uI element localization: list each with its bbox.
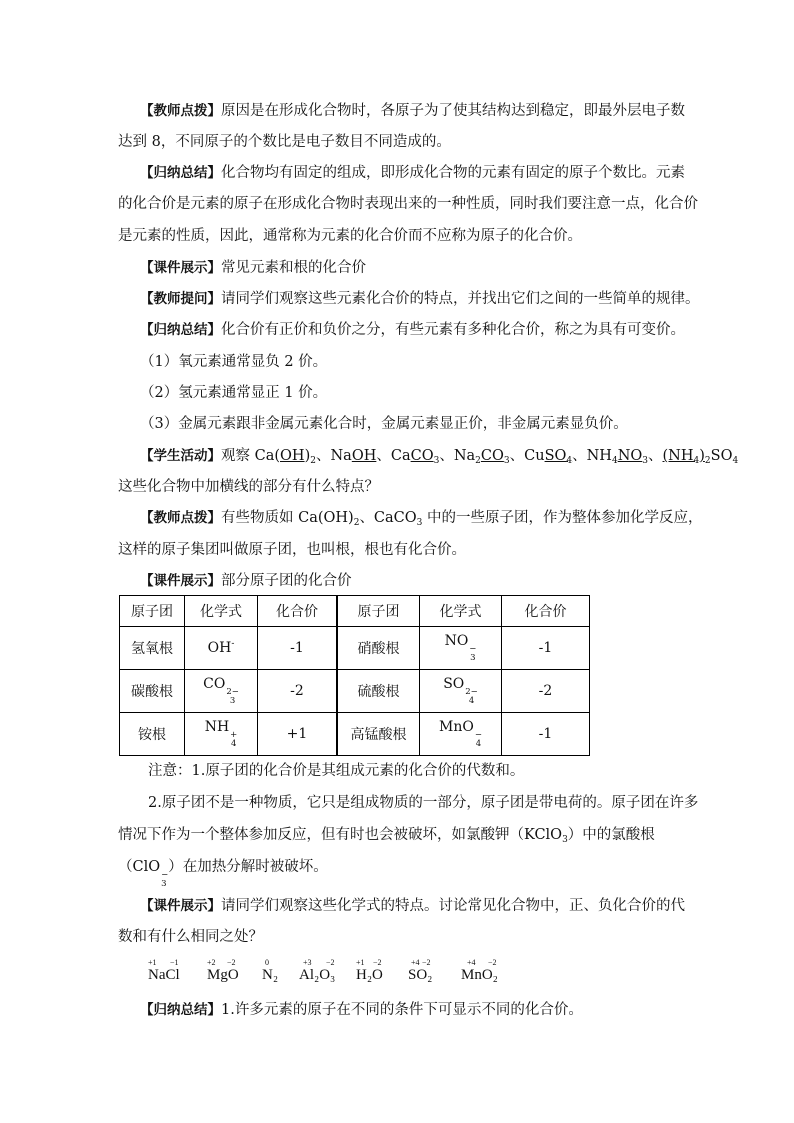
section-tag: 【课件展示】 [140,898,221,914]
list-item: （3）金属元素跟非金属元素化合时，金属元素显正价，非金属元素显负价。 [140,416,628,432]
paragraph-teacher-hint-1 [140,101,696,121]
paragraph-text: 中的一些原子团，作为整体参加化学反应， [422,510,703,526]
valence-mark: −2 [422,958,431,967]
paragraph-line: 是元素的性质，因此，通常称为元素的化合价而不应称为原子的化合价。 [118,228,582,244]
section-tag: 【归纳总结】 [140,165,221,181]
radical-formula: NH + 4 [185,713,258,756]
paragraph-teacher-hint-2: 【教师点拨】有些物质如 $Ca(OH)_2$、CaCO$_3$ 中的一些原子团，作为整体参加化学反应， [140,510,703,528]
section-tag: 【教师点拨】 [140,103,221,119]
radical-formula: CO 2− 3 [185,670,258,713]
paragraph-line: 数和有什么相同之处？ [118,929,263,945]
section-tag: 【课件展示】 [140,260,221,276]
paragraph-text: 1.许多元素的原子在不同的条件下可显示不同的化合价。 [221,1002,583,1018]
note-line-4: （ClO − 3 ）在加热分解时被破坏。 [118,859,328,889]
formula-text: MgO [207,967,239,983]
paragraph-courseware-3 [140,896,696,916]
list-item: （2）氢元素通常显正 1 价。 [140,385,328,401]
paragraph-text: 请同学们观察这些化学式的特点。讨论常见化合物中，正、负化合价的代 [221,898,685,914]
radical-valence: -1 [258,627,338,670]
radical-valence-table [119,595,590,756]
valence-mark: +3 [303,958,312,967]
paragraph-text: 观察 [221,448,250,464]
paragraph-line: 达到 8，不同原子的个数比是电子数目不同造成的。 [118,134,451,150]
paragraph-text: 常见元素和根的化合价 [221,260,366,276]
radical-name: 硫酸根 [337,670,420,713]
paragraph-student-activity [140,446,739,466]
radical-formula: MnO − 4 [420,713,502,756]
paragraph-text: 部分原子团的化合价 [221,573,352,589]
section-tag: 【归纳总结】 [140,1002,221,1018]
valence-mark: +4 [467,958,476,967]
table-row [120,670,590,713]
radical-formula: OH- [185,627,258,670]
valence-mark: +1 [356,958,365,967]
radical-valence: +1 [258,713,338,756]
valence-mark: −1 [170,958,179,967]
valence-mark: +2 [207,958,216,967]
table-header: 化合价 [502,596,590,627]
formula-text: H₂O [356,967,383,983]
paragraph-text: 情况下作为一个整体参加反应，但有时也会被破坏，如氯酸钾（KClO [118,827,563,843]
paragraph-text: 原因是在形成化合物时，各原子为了使其结构达到稳定，即最外层电子数 [221,103,685,119]
radical-name: 硝酸根 [337,627,420,670]
note-line-1: 注意：1.原子团的化合价是其组成元素的化合价的代数和。 [148,763,525,779]
radical-valence: -1 [502,713,590,756]
valence-mark: +1 [148,958,157,967]
formula-text: MnO₂ [461,967,498,983]
section-tag: 【教师提问】 [140,291,221,307]
paragraph-line: 的化合价是元素的原子在形成化合物时表现出来的一种性质，同时我们要注意一点，化合价 [118,196,698,212]
valence-mark: 0 [265,958,269,967]
paragraph-line: 这些化合物中加横线的部分有什么特点？ [118,479,379,495]
paragraph-text: 请同学们观察这些元素化合价的特点，并找出它们之间的一些简单的规律。 [221,291,700,307]
table-header: 化学式 [185,596,258,627]
note-line-3: 情况下作为一个整体参加反应，但有时也会被破坏，如氯酸钾（KClO$_3$）中的氯酸根 [118,827,655,845]
paragraph-courseware-1 [140,258,696,278]
paragraph-summary-2 [140,320,696,340]
table-header: 化学式 [420,596,502,627]
table-header: 原子团 [337,596,420,627]
table-header: 原子团 [120,596,185,627]
radical-valence: -2 [258,670,338,713]
formula-text: NaCl [148,967,180,983]
formula-text: SO₂ [408,967,433,983]
table-row [120,627,590,670]
paragraph-text: 在加热分解时被破坏。 [182,859,328,875]
table-row [120,713,590,756]
table-header-row [120,596,590,627]
paragraph-text: 化合物均有固定的组成，即形成化合物的元素有固定的原子个数比。元素 [221,165,685,181]
paragraph-summary-3 [140,1000,696,1020]
section-tag: 【学生活动】 [140,448,221,464]
valence-mark: −2 [488,958,497,967]
note-line-2: 2.原子团不是一种物质，它只是组成物质的一部分，原子团是带电荷的。原子团在许多 [148,795,699,811]
section-tag: 【归纳总结】 [140,322,221,338]
radical-name: 氢氧根 [120,627,185,670]
valence-mark: −2 [227,958,236,967]
list-item: （1）氧元素通常显负 2 价。 [140,354,328,370]
radical-name: 碳酸根 [120,670,185,713]
formula-list: $Ca(OH)_2$、NaOH、CaCO$_3$、$Na_2CO_3$、CuSO$_4$、$NH_4NO_3$、$(NH_4)_2SO_4$ [254,448,739,466]
valence-mark: −2 [373,958,382,967]
paragraph-line: 这样的原子集团叫做原子团，也叫根，根也有化合价。 [118,542,466,558]
radical-formula: SO 2− 4 [420,670,502,713]
paragraph-text: ）中的氯酸根 [567,827,655,843]
paragraph-text: 化合价有正价和负价之分，有些元素有多种化合价，称之为具有可变价。 [221,322,685,338]
valence-mark: +4 [411,958,420,967]
paragraph-courseware-2 [140,571,696,591]
paragraph-text: 有些物质如 Ca(OH) [221,510,354,526]
radical-valence: -2 [502,670,590,713]
valence-mark: −2 [326,958,335,967]
formula-text: N₂ [262,967,279,983]
radical-valence: -1 [502,627,590,670]
paragraph-summary-1 [140,163,696,183]
radical-formula: NO − 3 [420,627,502,670]
table-header: 化合价 [258,596,338,627]
formula-text: Al₂O₃ [299,967,336,983]
paragraph-teacher-question [140,289,700,309]
paragraph-text: 、CaCO [359,510,417,526]
section-tag: 【教师点拨】 [140,510,221,526]
section-tag: 【课件展示】 [140,573,221,589]
radical-name: 铵根 [120,713,185,756]
radical-name: 高锰酸根 [337,713,420,756]
